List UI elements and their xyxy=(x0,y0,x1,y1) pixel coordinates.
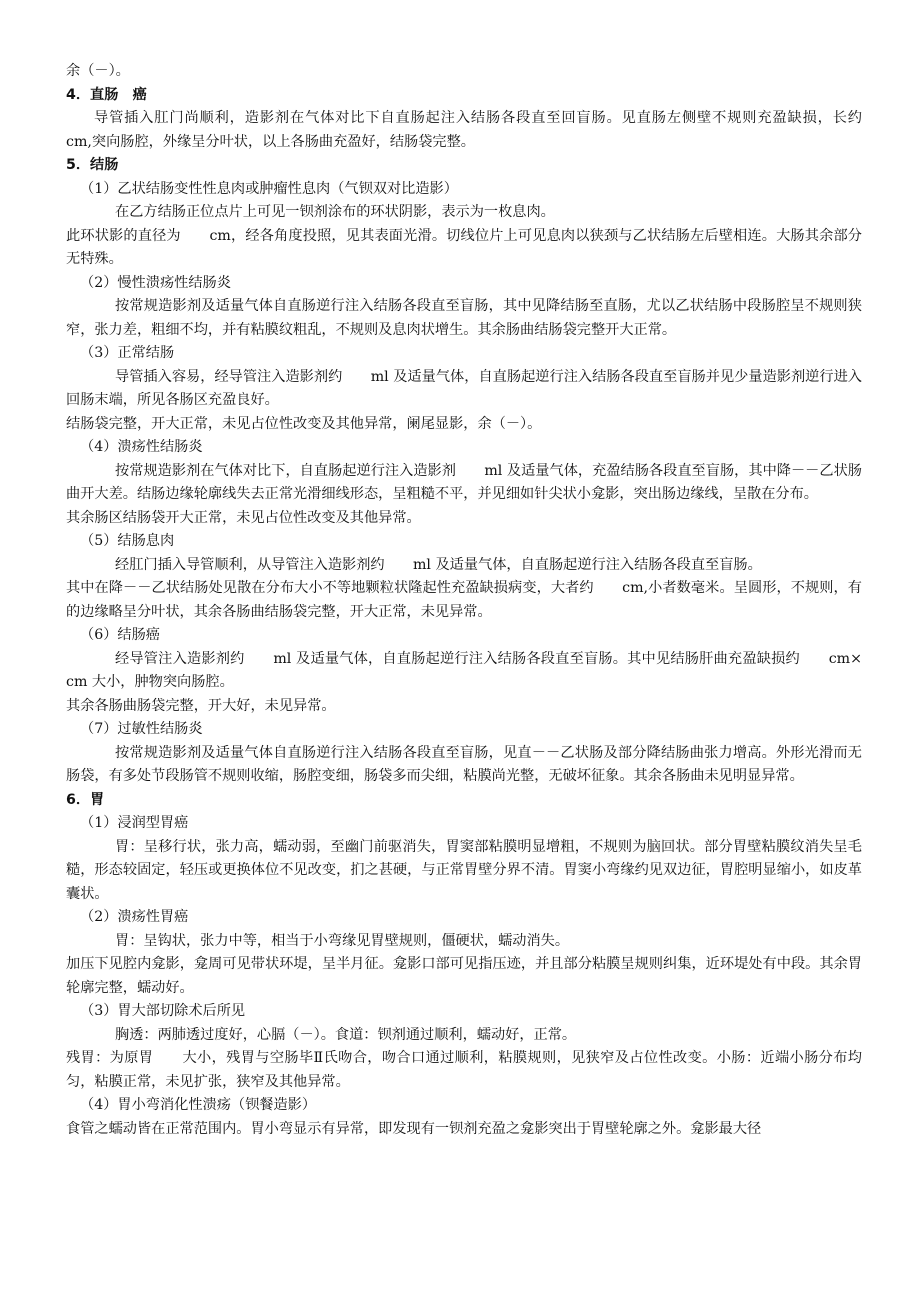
paragraph-text: 按常规造影剂及适量气体自直肠逆行注入结肠各段直至盲肠，见直－－乙状肠及部分降结肠曲张力增高。外形光滑而无肠袋，有多处节段肠管不规则收缩，肠腔变细，肠袋多而尖细，粘膜尚光整，无破坏征象。其余各肠曲未见明显异常。 xyxy=(66,744,862,784)
paragraph-text: 残胃：为原胃 大小，残胃与空肠毕Ⅱ氏吻合，吻合口通过顺利，粘膜规则，见狭窄及占位性改变。小肠：近端小肠分布均匀，粘膜正常，未见扩张，狭窄及其他异常。 xyxy=(66,1050,862,1090)
paragraph-text: 胸透：两肺透过度好，心膈（－）。食道：钡剂通过顺利，蠕动好，正常。 xyxy=(115,1026,577,1043)
paragraph-text: 结肠袋完整，开大正常，未见占位性改变及其他异常，阑尾显影，余（－）。 xyxy=(66,415,542,432)
subsection-heading: （7）过敏性结肠炎 xyxy=(80,721,203,737)
section-heading-rectal-cancer: 4．直肠 癌 xyxy=(66,86,147,103)
paragraph-text: 其中在降－－乙状结肠处见散在分布大小不等地颗粒状隆起性充盈缺损病变，大者约 cm,小者数毫米。呈圆形，不规则，有的边缘略呈分叶状，其余各肠曲结肠袋完整，开大正常，未见异常。 xyxy=(66,580,862,620)
paragraph-text: 导管插入容易，经导管注入造影剂约 ml 及适量气体，自直肠起逆行注入结肠各段直至盲肠并见少量造影剂逆行进入回肠末端，所见各肠区充盈良好。 xyxy=(66,368,862,408)
paragraph-text: 食管之蠕动皆在正常范围内。胃小弯显示有异常，即发现有一钡剂充盈之龛影突出于胃壁轮廓之外。龛影最大径 xyxy=(66,1120,762,1137)
subsection-heading: （2）溃疡性胃癌 xyxy=(80,909,189,925)
subsection-heading: （5）结肠息肉 xyxy=(80,533,175,549)
subsection-heading: （4）胃小弯消化性溃疡（钡餐造影） xyxy=(80,1097,317,1113)
paragraph-text: 其余肠区结肠袋开大正常，未见占位性改变及其他异常。 xyxy=(66,509,421,526)
paragraph-text: 按常规造影剂及适量气体自直肠逆行注入结肠各段直至盲肠，其中见降结肠至直肠，尤以乙状结肠中段肠腔呈不规则狭窄，张力差，粗细不均，并有粘膜纹粗乱，不规则及息肉状增生。其余肠曲结肠袋完整开大正常。 xyxy=(66,298,862,338)
section-heading-colon: 5．结肠 xyxy=(66,157,119,173)
subsection-heading: （6）结肠癌 xyxy=(80,627,160,643)
paragraph-text: 经肛门插入导管顺利，从导管注入造影剂约 ml 及适量气体，自直肠起逆行注入结肠各段直至盲肠。 xyxy=(115,556,762,573)
subsection-heading: （2）慢性溃疡性结肠炎 xyxy=(80,274,231,291)
paragraph-text: 胃：呈移行状，张力高，蠕动弱，至幽门前驱消失，胃窦部粘膜明显增粗，不规则为脑回状。部分胃壁粘膜纹消失呈毛糙，形态较固定，轻压或更换体位不见改变，扪之甚硬，与正常胃壁分界不清。胃窦小弯缘约见双边征，胃腔明显缩小，如皮革囊状。 xyxy=(66,838,862,902)
paragraph-text: 导管插入肛门尚顺利，造影剂在气体对比下自直肠起注入结肠各段直至回盲肠。见直肠左侧壁不规则充盈缺损，长约 cm,突向肠腔，外缘呈分叶状，以上各肠曲充盈好，结肠袋完整。 xyxy=(66,110,891,150)
subsection-heading: （4）溃疡性结肠炎 xyxy=(80,439,203,455)
subsection-heading: （1）乙状结肠变性性息肉或肿瘤性息肉（气钡双对比造影） xyxy=(80,180,458,197)
paragraph-text: 按常规造影剂在气体对比下，自直肠起逆行注入造影剂 ml 及适量气体，充盈结肠各段直至盲肠，其中降－－乙状肠曲开大差。结肠边缘轮廓线失去正常光滑细线形态，呈粗糙不平，并见细如针尖状小龛影，突出肠边缘线，呈散在分布。 xyxy=(66,462,862,502)
paragraph-text: 其余各肠曲肠袋完整，开大好，未见异常。 xyxy=(66,697,336,714)
subsection-heading: （3）正常结肠 xyxy=(80,345,175,361)
subsection-heading: （3）胃大部切除术后所见 xyxy=(80,1003,246,1019)
subsection-heading: （1）浸润型胃癌 xyxy=(80,815,189,831)
paragraph-text: 在乙方结肠正位点片上可见一钡剂涂布的环状阴影，表示为一枚息肉。 xyxy=(115,204,555,220)
paragraph-text: 经导管注入造影剂约 ml 及适量气体，自直肠起逆行注入结肠各段直至盲肠。其中见结肠肝曲充盈缺损约 cm× cm 大小，肿物突向肠腔。 xyxy=(66,650,891,690)
document-body xyxy=(66,60,891,1141)
paragraph-text: 胃：呈钩状，张力中等，相当于小弯缘见胃壁规则，僵硬状，蠕动消失。 xyxy=(115,932,570,949)
paragraph-text: 此环状影的直径为 cm，经各角度投照，见其表面光滑。切线位片上可见息肉以狭颈与乙状结肠左后壁相连。大肠其余部分无特殊。 xyxy=(66,227,862,267)
paragraph-text: 余（－）。 xyxy=(66,63,130,79)
section-heading-stomach: 6．胃 xyxy=(66,791,105,808)
paragraph-text: 加压下见腔内龛影，龛周可见带状环堤，呈半月征。龛影口部可见指压迹，并且部分粘膜呈规则纠集，近环堤处有中段。其余胃轮廓完整，蠕动好。 xyxy=(66,956,862,996)
